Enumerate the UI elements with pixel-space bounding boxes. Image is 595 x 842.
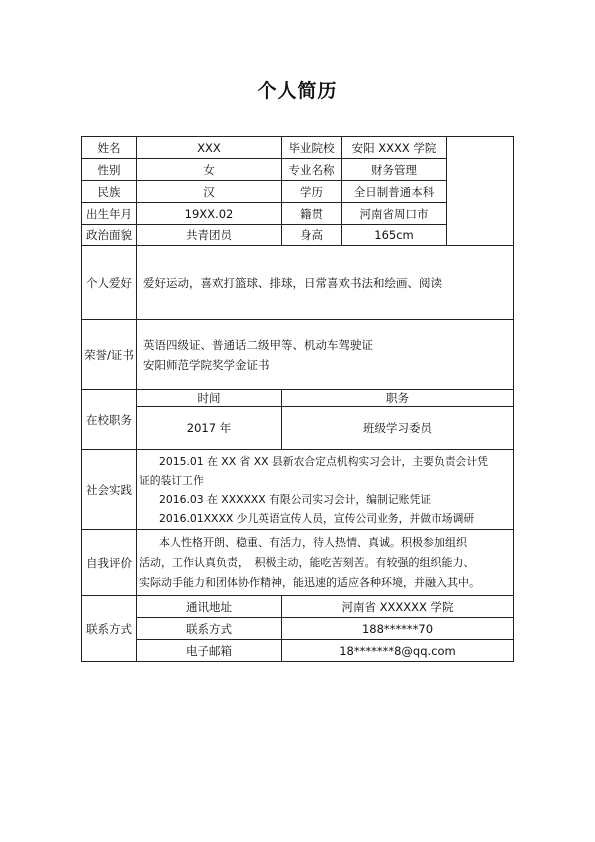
- value-hometown: 河南省周口市: [342, 203, 447, 225]
- honor-line: 英语四级证、普通话二级甲等、机动车驾驶证: [143, 337, 373, 352]
- hobby-row: [82, 246, 514, 320]
- value-major: 财务管理: [342, 159, 447, 181]
- photo-area: [447, 137, 514, 246]
- col-role: 职务: [282, 390, 514, 407]
- practice-line: 2016.03 在 XXXXXX 有限公司实习会计，编制记账凭证: [159, 492, 432, 506]
- value-political: 共青团员: [137, 225, 282, 246]
- position-role: 班级学习委员: [282, 407, 514, 450]
- evaluation-line: 本人性格开朗、稳重、有活力，待人热情、真诚。积极参加组织: [159, 535, 467, 549]
- evaluation-text: [137, 530, 514, 596]
- evaluation-line: 活动，工作认真负责， 积极主动，能吃苦刻苦。有较强的组织能力、: [139, 555, 475, 569]
- label-gender: 性别: [82, 159, 137, 181]
- resume-table: [81, 136, 514, 662]
- practice-text: [137, 450, 514, 530]
- label-major: 专业名称: [282, 159, 342, 181]
- practice-line: 证的装订工作: [139, 473, 204, 487]
- honors-text: [137, 320, 514, 390]
- label-contact: 联系方式: [82, 596, 137, 662]
- contact-label-email: 电子邮箱: [137, 640, 282, 662]
- contact-label-address: 通讯地址: [137, 596, 282, 618]
- evaluation-row: [82, 530, 514, 596]
- practice-line: 2016.01XXXX 少儿英语宣传人员，宣传公司业务，并做市场调研: [159, 511, 475, 525]
- honors-row: [82, 320, 514, 390]
- page-title: 个人简历: [257, 80, 338, 102]
- value-school: 安阳 XXXX 学院: [342, 137, 447, 159]
- basic-row-name: [82, 137, 514, 159]
- col-time: 时间: [137, 390, 282, 407]
- positions-header-row: [82, 390, 514, 407]
- label-birth: 出生年月: [82, 203, 137, 225]
- value-name: XXX: [137, 137, 282, 159]
- label-practice: 社会实践: [82, 450, 137, 530]
- label-evaluation: 自我评价: [82, 530, 137, 596]
- contact-label-phone: 联系方式: [137, 618, 282, 640]
- value-gender: 女: [137, 159, 282, 181]
- contact-row-email: [82, 640, 514, 662]
- contact-row-address: [82, 596, 514, 618]
- label-political: 政治面貌: [82, 225, 137, 246]
- value-degree: 全日制普通本科: [342, 181, 447, 203]
- label-positions: 在校职务: [82, 390, 137, 450]
- value-birth: 19XX.02: [137, 203, 282, 225]
- label-honors: 荣誉/证书: [82, 320, 137, 390]
- label-degree: 学历: [282, 181, 342, 203]
- value-ethnicity: 汉: [137, 181, 282, 203]
- contact-row-phone: [82, 618, 514, 640]
- contact-value-phone: 188******70: [282, 618, 514, 640]
- value-height: 165cm: [342, 225, 447, 246]
- label-hobby: 个人爱好: [82, 246, 137, 320]
- label-hometown: 籍贯: [282, 203, 342, 225]
- evaluation-line: 实际动手能力和团体协作精神，能迅速的适应各种环境，并融入其中。: [139, 575, 480, 589]
- positions-row: [82, 407, 514, 450]
- honor-line: 安阳师范学院奖学金证书: [143, 357, 270, 372]
- label-name: 姓名: [82, 137, 137, 159]
- contact-value-address: 河南省 XXXXXX 学院: [282, 596, 514, 618]
- position-time: 2017 年: [137, 407, 282, 450]
- hobby-text: 爱好运动，喜欢打篮球、排球，日常喜欢书法和绘画、阅读: [137, 246, 514, 320]
- contact-value-email: 18*******8@qq.com: [282, 640, 514, 662]
- label-ethnicity: 民族: [82, 181, 137, 203]
- label-school: 毕业院校: [282, 137, 342, 159]
- practice-line: 2015.01 在 XX 省 XX 县新农合定点机构实习会计，主要负责会计凭: [159, 454, 488, 468]
- practice-row: [82, 450, 514, 530]
- label-height: 身高: [282, 225, 342, 246]
